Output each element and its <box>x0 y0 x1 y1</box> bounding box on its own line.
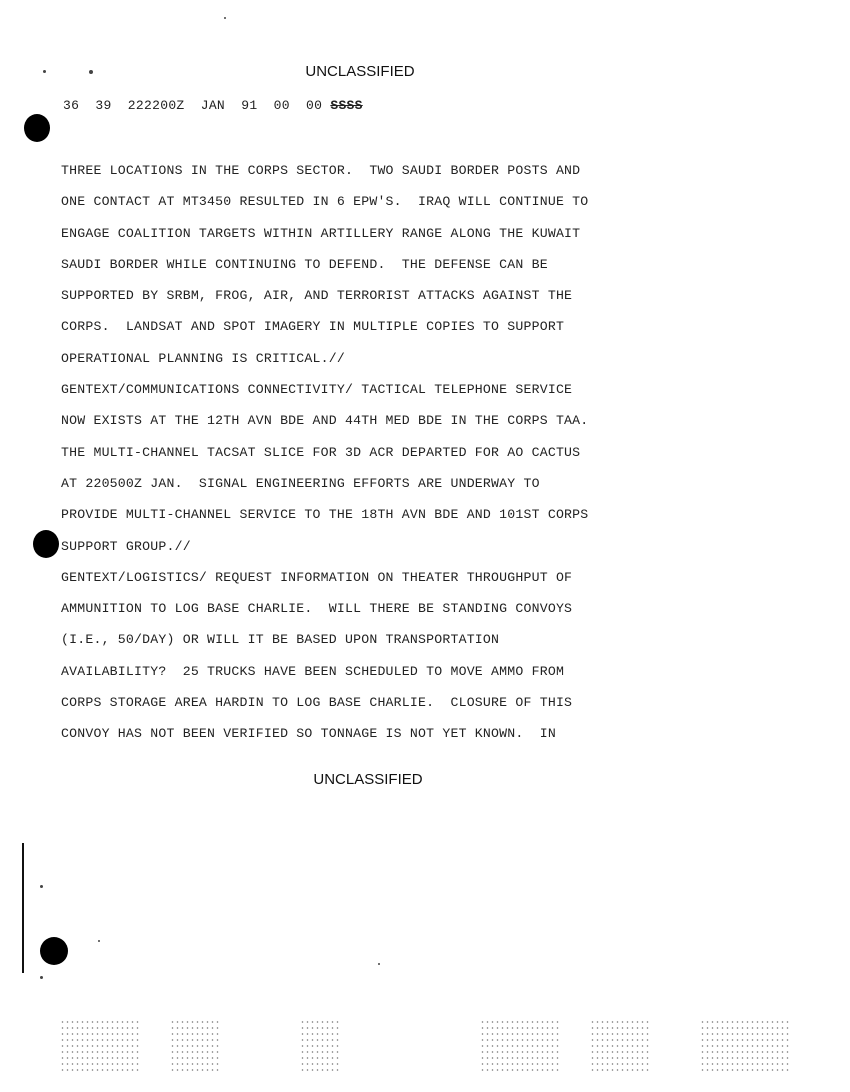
body-line: AVAILABILITY? 25 TRUCKS HAVE BEEN SCHEDULED TO MOVE AMMO FROM <box>61 663 565 679</box>
body-line: PROVIDE MULTI-CHANNEL SERVICE TO THE 18TH AVN BDE AND 101ST CORPS <box>61 507 589 523</box>
scan-speck <box>98 940 100 942</box>
body-line: AT 220500Z JAN. SIGNAL ENGINEERING EFFORTS ARE UNDERWAY TO <box>61 475 540 491</box>
body-line: OPERATIONAL PLANNING IS CRITICAL.// <box>61 350 345 366</box>
body-line: THE MULTI-CHANNEL TACSAT SLICE FOR 3D ACR DEPARTED FOR AO CACTUS <box>61 444 581 460</box>
scan-edge-line <box>22 843 24 973</box>
scan-noise <box>300 1019 340 1074</box>
body-line: SUPPORTED BY SRBM, FROG, AIR, AND TERRORIST ATTACKS AGAINST THE <box>61 288 573 304</box>
message-header-text: 36 39 222200Z JAN 91 00 00 <box>63 98 331 113</box>
body-line: ENGAGE COALITION TARGETS WITHIN ARTILLERY RANGE ALONG THE KUWAIT <box>61 225 581 241</box>
scan-speck <box>224 17 226 19</box>
classification-top: UNCLASSIFIED <box>305 63 415 80</box>
punch-hole-middle <box>33 530 59 558</box>
scan-noise <box>170 1019 220 1074</box>
message-header-struck: SSSS <box>330 98 363 113</box>
body-line: ONE CONTACT AT MT3450 RESULTED IN 6 EPW'S. IRAQ WILL CONTINUE TO <box>61 194 589 210</box>
scan-noise <box>700 1019 790 1074</box>
body-line: GENTEXT/LOGISTICS/ REQUEST INFORMATION ON THEATER THROUGHPUT OF <box>61 569 573 585</box>
body-line: SUPPORT GROUP.// <box>61 538 191 554</box>
punch-hole-top <box>24 114 50 142</box>
scan-noise <box>60 1019 140 1074</box>
body-line: CORPS STORAGE AREA HARDIN TO LOG BASE CHARLIE. CLOSURE OF THIS <box>61 695 573 711</box>
punch-hole-bottom <box>40 937 68 965</box>
message-body <box>61 162 721 757</box>
body-line: SAUDI BORDER WHILE CONTINUING TO DEFEND. THE DEFENSE CAN BE <box>61 256 548 272</box>
scan-speck <box>378 963 380 965</box>
body-line: CORPS. LANDSAT AND SPOT IMAGERY IN MULTIPLE COPIES TO SUPPORT <box>61 319 565 335</box>
classification-bottom: UNCLASSIFIED <box>313 771 423 788</box>
body-line: (I.E., 50/DAY) OR WILL IT BE BASED UPON TRANSPORTATION <box>61 632 500 648</box>
body-line: GENTEXT/COMMUNICATIONS CONNECTIVITY/ TACTICAL TELEPHONE SERVICE <box>61 382 573 398</box>
scan-speck <box>40 885 43 888</box>
message-header <box>63 98 363 113</box>
body-line: THREE LOCATIONS IN THE CORPS SECTOR. TWO SAUDI BORDER POSTS AND <box>61 163 581 178</box>
scan-speck <box>40 976 43 979</box>
body-line: AMMUNITION TO LOG BASE CHARLIE. WILL THERE BE STANDING CONVOYS <box>61 601 573 617</box>
body-line: CONVOY HAS NOT BEEN VERIFIED SO TONNAGE IS NOT YET KNOWN. IN <box>61 726 556 742</box>
scan-noise <box>590 1019 650 1074</box>
body-line: NOW EXISTS AT THE 12TH AVN BDE AND 44TH MED BDE IN THE CORPS TAA. <box>61 413 589 429</box>
scan-noise <box>480 1019 560 1074</box>
